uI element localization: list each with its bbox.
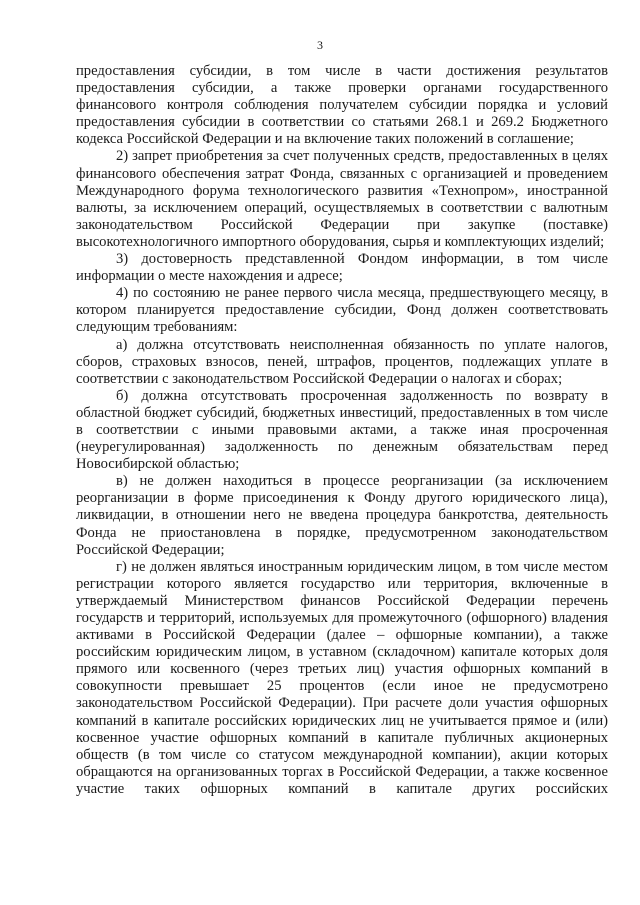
document-body	[76, 63, 608, 798]
paragraph-subitem-a: а) должна отсутствовать неисполненная обязанность по уплате налогов, сборов, страховых взносов, пеней, штрафов, процентов, подлежащих уплате в соответствии с законодательством Российской Федерации о налогах и сборах;	[76, 336, 608, 387]
paragraph-subitem-v: в) не должен находиться в процессе реорганизации (за исключением реорганизации в форме присоединения к Фонду другого юридического лица), ликвидации, в отношении него не введена процедура банкротства, деятельность Фонда не приостановлена в порядке, предусмотренном законодательством Российской Федерации;	[76, 473, 608, 558]
page-number: 3	[317, 38, 323, 52]
paragraph-continuation: предоставления субсидии, в том числе в части достижения результатов предоставления субсидии, а также проверки органами государственного финансового контроля соблюдения получателем субсидии порядка и условий предоставления субсидии в соответствии со статьями 268.1 и 269.2 Бюджетного кодекса Российской Федерации и на включение таких положений в соглашение;	[76, 63, 608, 148]
paragraph-item-2: 2) запрет приобретения за счет полученных средств, предоставленных в целях финансового обеспечения затрат Фонда, связанных с организацией и проведением Международного форума технологического развития «Технопром», иностранной валюты, за исключением операций, осуществляемых в соответствии с валютным законодательством Российской Федерации при закупке (поставке) высокотехнологичного импортного оборудования, сырья и комплектующих изделий;	[76, 148, 608, 250]
paragraph-item-4: 4) по состоянию не ранее первого числа месяца, предшествующего месяцу, в котором планируется предоставление субсидии, Фонд должен соответствовать следующим требованиям:	[76, 285, 608, 336]
paragraph-subitem-g: г) не должен являться иностранным юридическим лицом, в том числе местом регистрации которого является государство или территория, включенные в утверждаемый Министерством финансов Российской Федерации перечень государств и территорий, используемых для промежуточного (офшорного) владения активами в Российской Федерации (далее – офшорные компании), а также российским юридическим лицом, в уставном (складочном) капитале которых доля прямого или косвенного (через третьих лиц) участия офшорных компаний в совокупности превышает 25 процентов (если иное не предусмотрено законодательством Российской Федерации). При расчете доли участия офшорных компаний в капитале российских юридических лиц не учитывается прямое и (или) косвенное участие офшорных компаний в капитале публичных акционерных обществ (в том числе со статусом международной компании), акции которых обращаются на организованных торгах в Российской Федерации, а также косвенное участие таких офшорных компаний в капитале других российских	[76, 558, 608, 797]
paragraph-subitem-b: б) должна отсутствовать просроченная задолженность по возврату в областной бюджет субсидий, бюджетных инвестиций, предоставленных в том числе в соответствии с иными правовыми актами, а также иная просроченная (неурегулированная) задолженность по денежным обязательствам перед Новосибирской областью;	[76, 387, 608, 473]
paragraph-item-3: 3) достоверность представленной Фондом информации, в том числе информации о месте нахождения и адресе;	[76, 251, 608, 285]
